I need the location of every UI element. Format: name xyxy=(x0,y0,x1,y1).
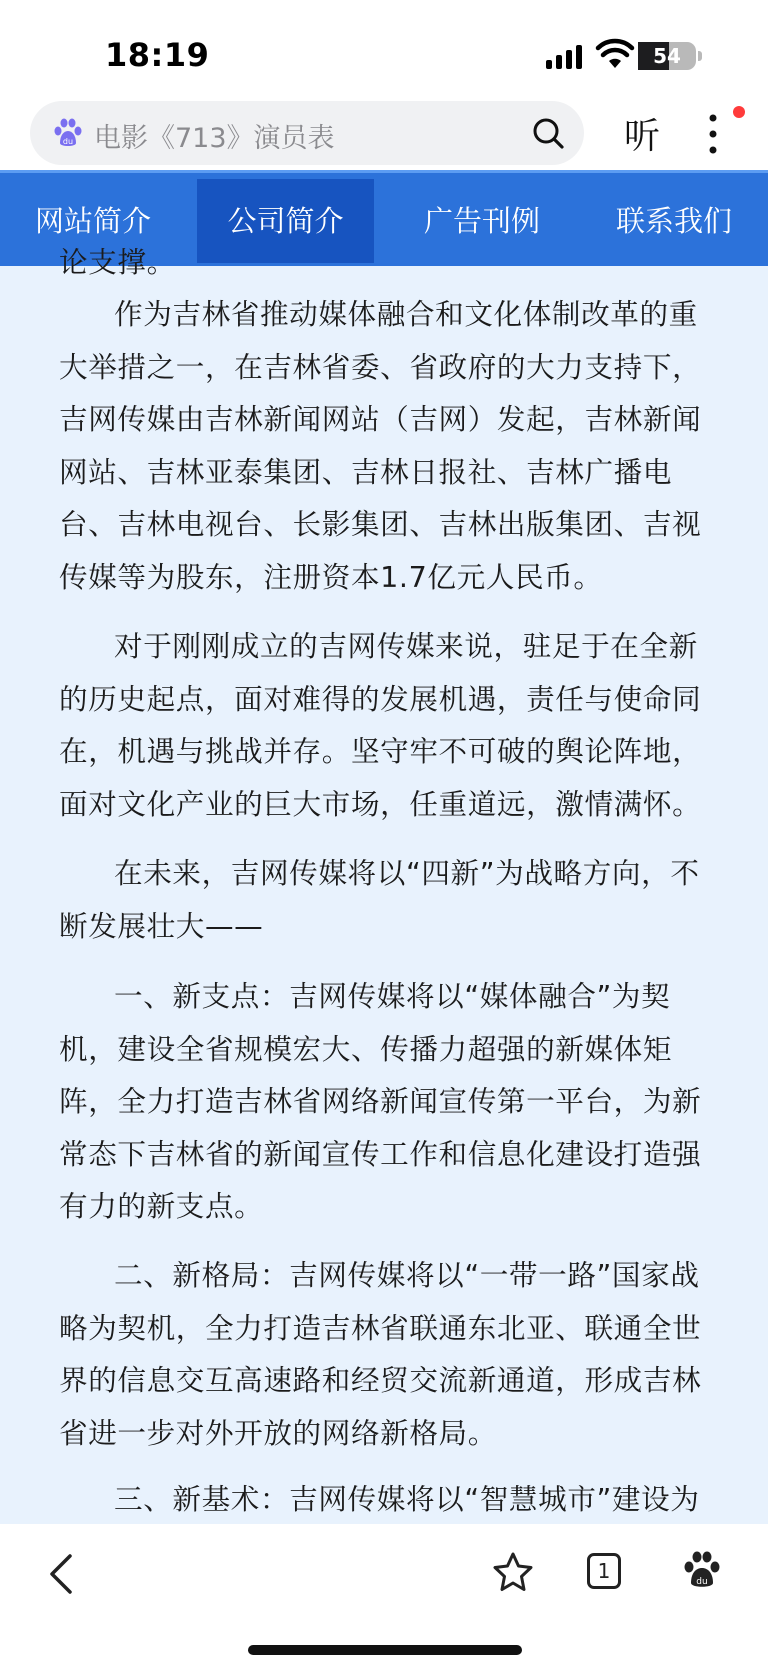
baidu-paw-icon xyxy=(52,117,84,149)
nav-tab-ad-rates[interactable]: 广告刊例 xyxy=(423,204,540,238)
article-fragment-top: 论支撑。 xyxy=(59,245,176,279)
article-fragment-bottom: 三、新基术：吉网传媒将以“智慧城市”建设为 xyxy=(114,1482,700,1516)
article-paragraph: 二、新格局：吉网传媒将以“一带一路”国家战 略为契机，全力打造吉林省联通东北亚、联通全世 界的信息交互高速路和经贸交流新通道，形成吉林 省进一步对外开放的网络新格局。 xyxy=(59,1258,702,1450)
battery-level: 54 xyxy=(653,44,681,68)
nav-tab-company-intro[interactable]: 公司简介 xyxy=(197,179,374,263)
nav-tab-site-intro[interactable]: 网站简介 xyxy=(34,204,151,238)
article-paragraph: 一、新支点：吉网传媒将以“媒体融合”为契 机，建设全省规模宏大、传播力超强的新媒体矩 阵，全力打造吉林省网络新闻宣传第一平台，为新 常态下吉林省的新闻宣传工作和信息化建设打造强 有力的新支点。 xyxy=(59,979,702,1223)
bookmark-star-icon[interactable] xyxy=(492,1551,534,1593)
svg-text:du: du xyxy=(62,137,74,146)
article-paragraph: 作为吉林省推动媒体融合和文化体制改革的重 大举措之一，在吉林省委、省政府的大力支持下， 吉网传媒由吉林新闻网站（吉网）发起，吉林新闻 网站、吉林亚泰集团、吉林日报社、吉林广播电 台、吉林电视台、长影集团、吉林出版集团、吉视 传媒等为股东，注册资本1.7亿元人民币。 xyxy=(59,297,702,594)
article-content xyxy=(0,245,768,1524)
svg-text:du: du xyxy=(696,1577,708,1587)
nav-tab-contact-us[interactable]: 联系我们 xyxy=(615,204,732,238)
home-indicator xyxy=(248,1645,522,1655)
tabs-count-button[interactable]: 1 xyxy=(587,1553,621,1589)
cellular-signal-icon xyxy=(545,44,585,70)
status-bar xyxy=(0,0,768,100)
baidu-home-icon[interactable] xyxy=(682,1550,722,1590)
battery-tip xyxy=(698,51,702,61)
wifi-icon xyxy=(596,40,634,70)
back-icon[interactable] xyxy=(46,1552,76,1596)
status-time: 18:19 xyxy=(105,36,210,74)
notification-dot xyxy=(733,106,745,118)
search-query[interactable]: 电影《713》演员表 xyxy=(94,123,335,154)
listen-button[interactable]: 听 xyxy=(624,116,661,157)
search-icon[interactable] xyxy=(530,115,566,151)
article-paragraph: 对于刚刚成立的吉网传媒来说，驻足于在全新 的历史起点，面对难得的发展机遇，责任与使命同 在，机遇与挑战并存。坚守牢不可破的舆论阵地， 面对文化产业的巨大市场，任重道远，激情满怀。 xyxy=(59,629,702,821)
battery-icon xyxy=(638,42,696,70)
search-bar[interactable] xyxy=(30,101,584,165)
article-paragraph: 在未来，吉网传媒将以“四新”为战略方向，不 断发展壮大—— xyxy=(59,856,700,943)
more-menu-icon[interactable] xyxy=(704,112,722,156)
